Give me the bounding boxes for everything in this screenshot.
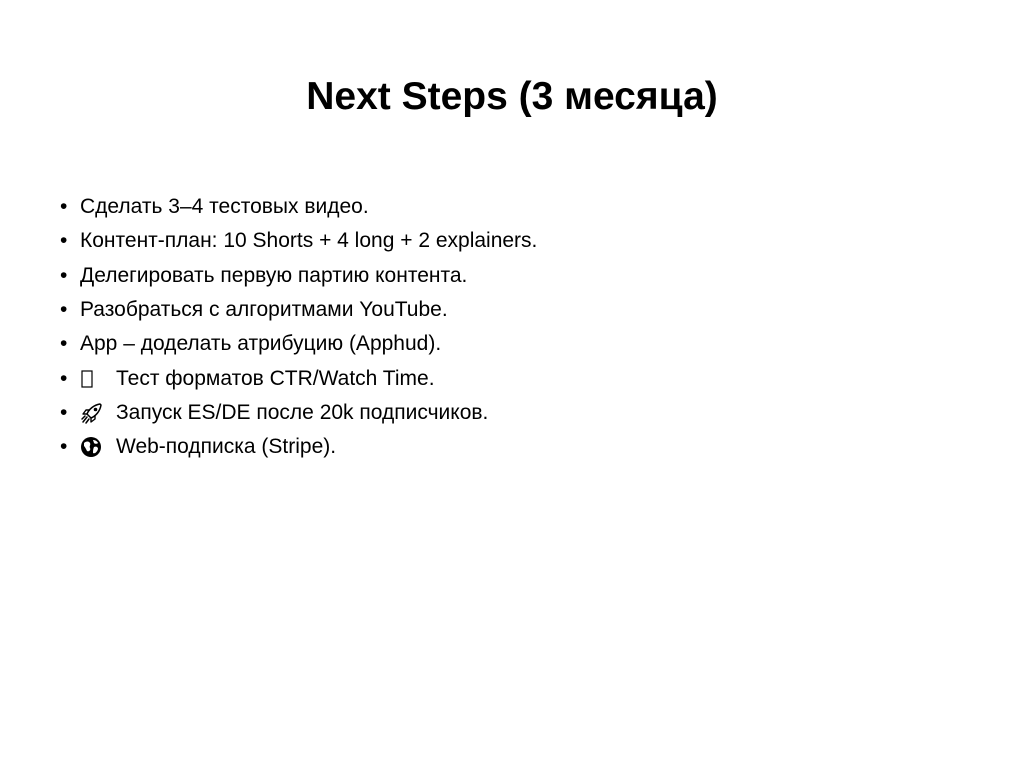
list-item-text: Сделать 3–4 тестовых видео. (80, 195, 369, 219)
bullet-marker: • (60, 229, 68, 253)
bullet-list (60, 190, 960, 464)
list-item (60, 396, 960, 430)
bullet-marker: • (60, 400, 68, 424)
bullet-marker: • (60, 195, 68, 219)
list-item (60, 224, 960, 258)
list-item (60, 190, 960, 224)
bullet-marker: • (60, 435, 68, 459)
list-item-text: Делегировать первую партию контента. (80, 263, 468, 287)
list-item (60, 293, 960, 327)
slide-title: Next Steps (3 месяца) (306, 75, 718, 118)
list-item-text: Разобраться с алгоритмами YouTube. (80, 298, 448, 322)
list-item (60, 361, 960, 395)
missing-glyph-icon (80, 367, 116, 391)
list-item-text: Контент-план: 10 Shorts + 4 long + 2 explainers. (80, 229, 538, 253)
bullet-marker: • (60, 366, 68, 390)
list-item-text: Web-подписка (Stripe). (116, 435, 337, 459)
list-item-text: Запуск ES/DE после 20k подписчиков. (116, 400, 489, 424)
list-item (60, 259, 960, 293)
list-item-text: App – доделать атрибуцию (Apphud). (80, 332, 442, 356)
bullet-marker: • (60, 332, 68, 356)
rocket-icon (80, 401, 116, 425)
list-item (60, 430, 960, 464)
list-item (60, 327, 960, 361)
bullet-marker: • (60, 298, 68, 322)
bullet-marker: • (60, 263, 68, 287)
globe-icon (80, 435, 116, 459)
list-item-text: Тест форматов CTR/Watch Time. (116, 366, 435, 390)
